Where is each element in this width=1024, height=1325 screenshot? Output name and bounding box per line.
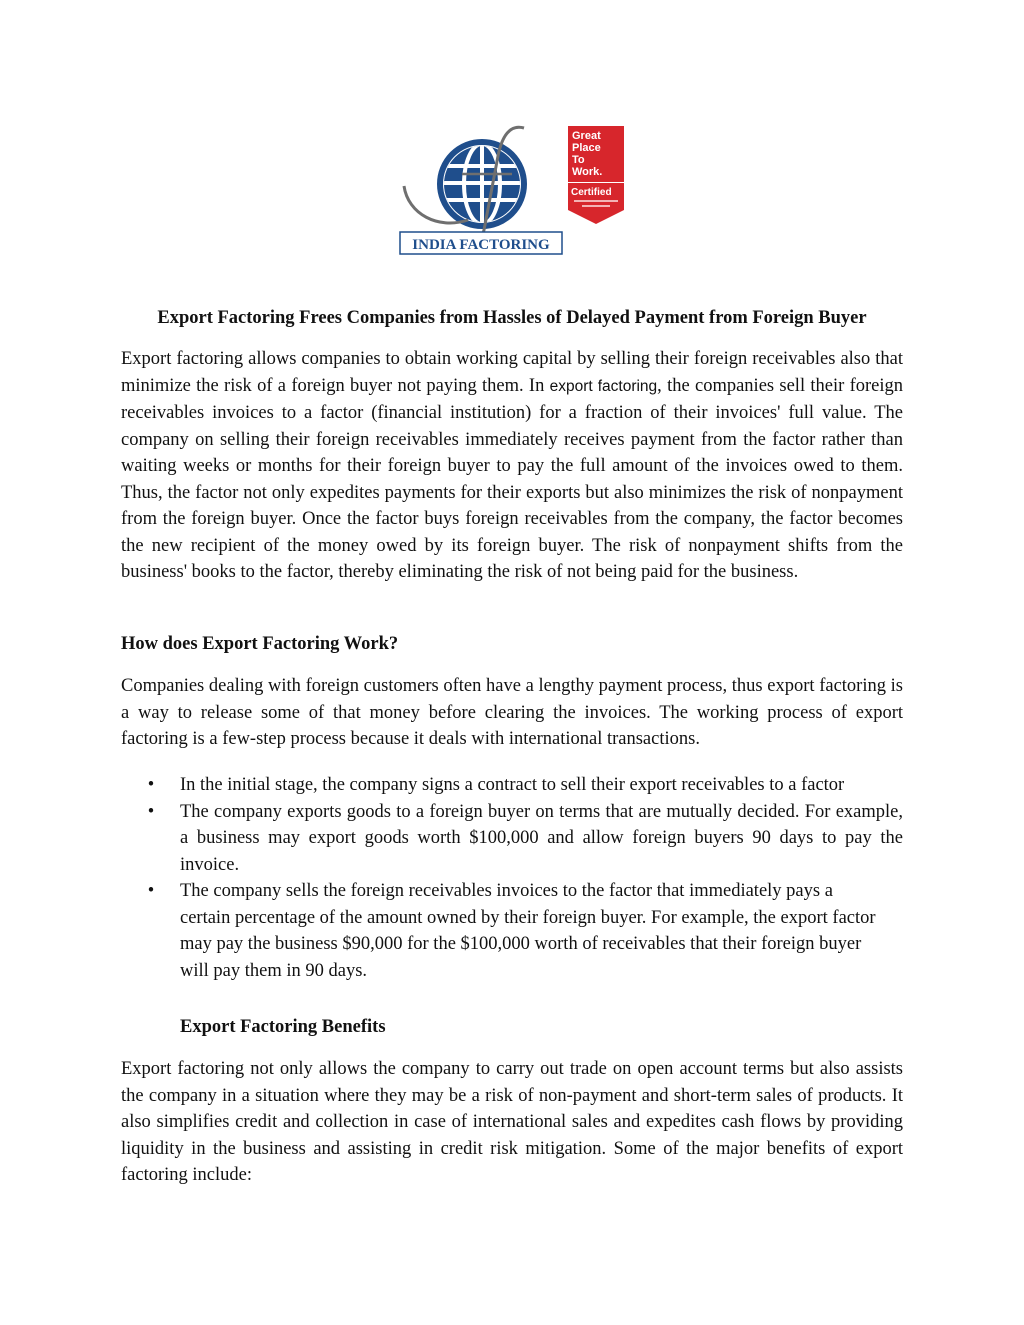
page-title: Export Factoring Frees Companies from Hassles of Delayed Payment from Foreign Buyer [157, 308, 867, 328]
badge-line-4: Work. [572, 166, 603, 178]
process-steps-list [147, 772, 903, 984]
badge-line-1: Great [572, 130, 601, 142]
bullet-icon: • [147, 801, 155, 822]
list-item-text: The company exports goods to a foreign buyer on terms that are mutually decided. For example, a business may export goods worth $100,000 and allow foreign buyers 90 days to pay the invoice. [180, 801, 903, 875]
intro-paragraph [121, 346, 903, 586]
list-item-text: In the initial stage, the company signs a contract to sell their export receivables to a factor [180, 775, 845, 795]
badge-certified: Certified [571, 187, 612, 198]
benefits-paragraph: Export factoring not only allows the company to carry out trade on open account terms but also assists the company in a situation where they may be a risk of non-payment and short-term sales of products. It also simplifies credit and collection in case of international sales and expedites cash flows by providing liquidity in the business and assisting in credit risk mitigation. Some of the major benefits of export factoring include: [121, 1059, 903, 1185]
badge-line-3: To [572, 154, 585, 166]
bullet-icon: • [147, 775, 155, 795]
india-factoring-logo [398, 122, 564, 257]
intro-text-start: Export factoring allows companies to obtain working capital by selling their foreign receivables also that minimize the risk of a foreign buyer not paying them. In [121, 349, 903, 396]
list-item-text: The company sells the foreign receivables invoices to the factor that immediately pays a certain percentage of the amount owned by their foreign buyer. For example, the export factor may pay the business $90,000 for the $100,000 worth of receivables that their foreign buyer will pay them in 90 days. [180, 881, 876, 981]
list-item [147, 772, 903, 799]
section-heading-benefits: Export Factoring Benefits [180, 1017, 386, 1037]
logo-header [398, 122, 628, 262]
list-item [147, 878, 886, 984]
list-item [147, 799, 903, 879]
how-it-works-paragraph: Companies dealing with foreign customers often have a lengthy payment process, thus export factoring is a way to release some of that money before clearing the invoices. The working process of export factoring is a few-step process because it deals with international transactions. [121, 676, 903, 749]
bullet-icon: • [147, 881, 155, 901]
badge-line-2: Place [572, 142, 601, 154]
section-heading-how-it-works: How does Export Factoring Work? [121, 634, 399, 654]
export-factoring-link[interactable]: export factoring [549, 377, 658, 395]
intro-text-end: , the companies sell their foreign receivables invoices to a factor (financial institution) for a fraction of their invoices' full value. The company on selling their foreign receivables immediately receives payment from the factor rather than waiting weeks or months for their foreign buyer to pay the full amount of the invoices owed to them. Thus, the factor not only expedites payments for their exports but also minimizes the risk of nonpayment from the foreign buyer. Once the factor buys foreign receivables from the company, the factor becomes the new recipient of the money owed by its foreign buyer. The risk of nonpayment shifts from the business' books to the factor, thereby eliminating the risk of not being paid for the business. [121, 375, 903, 582]
brand-name: INDIA FACTORING [412, 237, 550, 253]
globe-icon [438, 142, 528, 232]
great-place-to-work-badge [568, 126, 624, 224]
